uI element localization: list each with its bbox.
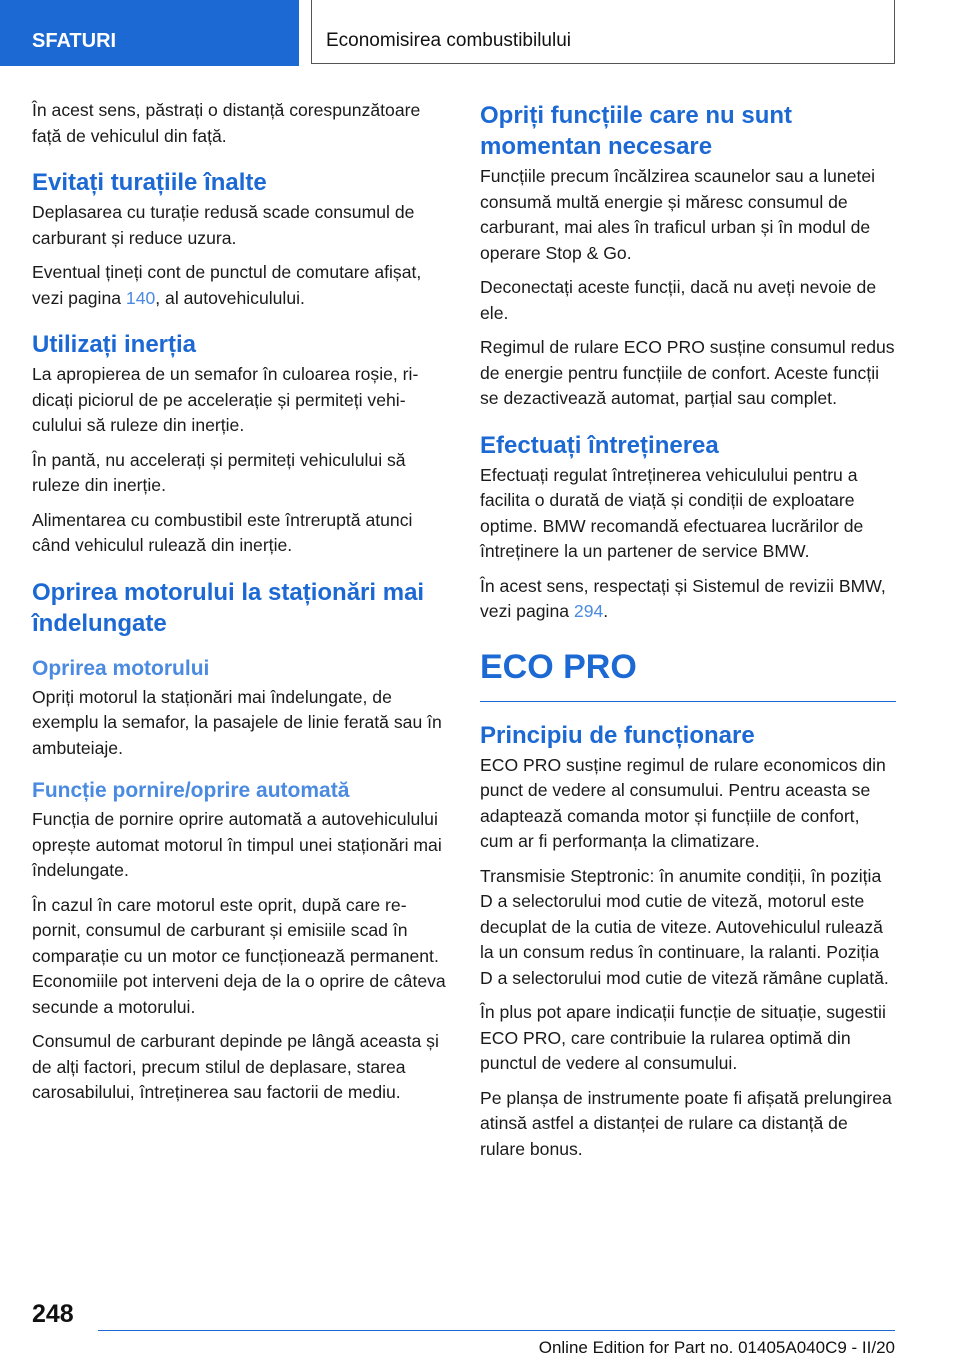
heading-disable-functions: Opriți funcțiile care nu sunt momentan necesare xyxy=(480,102,793,160)
paragraph: Regimul de rulare ECO PRO susține consumul redus de energie pentru funcțiile de confort. Aceste funcții se dezactivează automat, parțial sau complet. xyxy=(480,337,895,408)
footer-divider xyxy=(98,1330,895,1331)
subheading-engine-stop: Oprirea motorului xyxy=(32,656,210,680)
paragraph: Consumul de carburant depinde pe lângă aceasta și de alți factori, precum stilul de deplasare, starea carosabilului, întreținerea sau factorii de mediu. xyxy=(32,1031,439,1102)
section-tab: SFATURI xyxy=(0,0,299,66)
paragraph: Funcția de pornire oprire automată a autovehiculului oprește automat motorul în timpul unei staționări mai îndelungate. xyxy=(32,809,442,880)
heading-operating-principle: Principiu de funcționare xyxy=(480,721,755,749)
paragraph-text: În acest sens, respectați și Sistemul de revizii BMW, vezi pagina xyxy=(480,575,886,621)
paragraph: În acest sens, păstrați o distanță corespunzătoare față de vehiculul din față. xyxy=(32,100,421,146)
footer-edition: Online Edition for Part no. 01405A040C9 - II/20 xyxy=(538,1338,895,1357)
page-number: 248 xyxy=(32,1300,74,1328)
paragraph: În plus pot apare indicații funcție de situație, sugestii ECO PRO, care contribuie la rularea optimă din punctul de vedere al consumului. xyxy=(480,1002,886,1073)
paragraph: Alimentarea cu combustibil este întreruptă atunci când vehiculul rulează din inerție. xyxy=(32,509,413,555)
paragraph: Deconectați aceste funcții, dacă nu aveți nevoie de ele. xyxy=(480,277,877,323)
paragraph: La apropierea de un semafor în culoarea roșie, ridicați piciorul de pe accelerație și permiteți vehiculului să ruleze din inerție. xyxy=(32,364,419,435)
right-column xyxy=(480,98,896,1171)
paragraph: În pantă, nu accelerați și permiteți vehiculului să ruleze din inerție. xyxy=(32,449,406,495)
paragraph: În cazul în care motorul este oprit, după care repornit, consumul de carburant și emisiile scad în comparație cu un motor ce funcționează permanent. Economiile pot interveni deja de la o oprire de câteva secunde a motorului. xyxy=(32,894,446,1017)
paragraph-text: , al autovehiculului. xyxy=(155,287,305,308)
paragraph: ECO PRO susține regimul de rulare economicos din punct de vedere al consumului. Pentru aceasta se adaptează comanda motor și funcțiile de confort, cum ar fi performanța la climatizare. xyxy=(480,754,886,851)
page-link-140[interactable]: 140 xyxy=(125,287,156,308)
chapter-title: Economisirea combustibilului xyxy=(311,0,895,64)
page-link-294[interactable]: 294 xyxy=(573,601,604,621)
paragraph: Deplasarea cu turație redusă scade consumul de carburant și reduce uzura. xyxy=(32,202,415,248)
paragraph xyxy=(32,260,448,311)
paragraph-text: . xyxy=(603,601,609,621)
paragraph: Opriți motorul la staționări mai îndelungate, de exemplu la semafor, la pasajele de linie ferată sau în ambuteiaje. xyxy=(32,686,442,758)
paragraph-text: Eventual țineți cont de punctul de comutare afișat, vezi pagina xyxy=(32,262,422,308)
heading-use-inertia: Utilizați inerția xyxy=(32,331,197,358)
heading-maintenance: Efectuați întreținerea xyxy=(480,431,719,459)
paragraph: Funcțiile precum încălzirea scaunelor sau a lunetei consumă multă energie și măresc consumul de carburant, mai ales în traficul urban și în modul de operare Stop & Go. xyxy=(480,166,876,263)
paragraph: Transmisie Steptronic: în anumite condiții, în poziția D a selectorului mod cutie de viteză, motorul este decuplat de la cutia de viteze. Autovehiculul rulează la un consum redus în continuare, la ralanti. Poziția D a selectorului mod cutie de viteză rămâne cuplată. xyxy=(480,865,889,988)
page-header xyxy=(0,0,960,66)
heading-engine-stop: Oprirea motorului la staționări mai îndelungate xyxy=(32,578,425,637)
paragraph xyxy=(480,574,896,625)
section-title-eco-pro: ECO PRO xyxy=(480,643,896,702)
paragraph: Pe planșa de instrumente poate fi afișată prelungirea atinsă astfel a distanței de rulare ca distanță de rulare bonus. xyxy=(480,1087,892,1159)
heading-avoid-high-rpm: Evitați turațiile înalte xyxy=(32,169,267,196)
subheading-auto-start-stop: Funcție pornire/oprire automată xyxy=(32,779,350,802)
paragraph: Efectuați regulat întreținerea vehiculului pentru a facilita o durată de viață și condiții de exploatare optime. BMW recomandă efectuarea lucrărilor de întreținere la un partener de service BMW. xyxy=(480,464,864,561)
left-column xyxy=(32,98,448,1115)
